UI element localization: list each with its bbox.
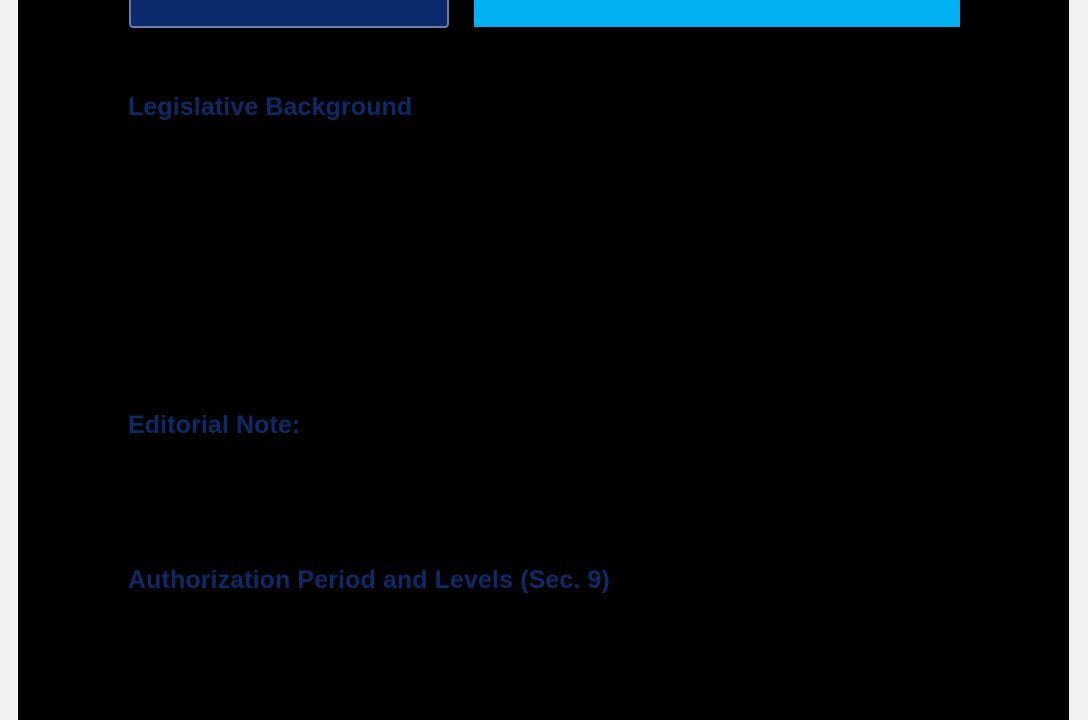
banner-right-block	[474, 0, 960, 27]
heading-editorial-note: Editorial Note:	[128, 411, 301, 439]
banner-left-block	[129, 0, 449, 28]
heading-legislative-background: Legislative Background	[128, 93, 413, 121]
document-page	[18, 0, 1069, 720]
heading-authorization-period: Authorization Period and Levels (Sec. 9)	[128, 566, 610, 594]
